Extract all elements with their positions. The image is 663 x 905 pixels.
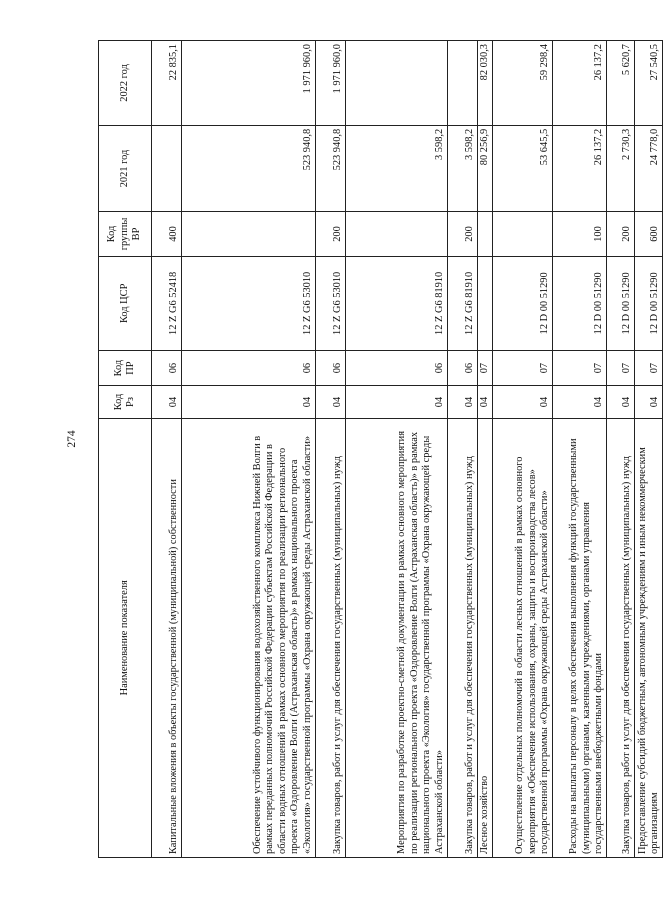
cell-name: Мероприятия по разработке проектно-сметной документации в рамках основного мероприятия по реализации регионального проекта «Оздоровление Волги (Астраханская область)» в рамках национального проекта «Экология» государственной программы «Охрана окружающей среды Астраханской области»	[346, 418, 448, 857]
cell-name: Обеспечение устойчивого функционирования водохозяйственного комплекса Нижней Волги в рамках переданных полномочий Российской Федерации субъектам Российской Федерации в области водных отношений в рамках основного мероприятия по реализации регионального проекта «Оздоровление Волги (Астраханская область)» в рамках национального проекта «Экология» государственной программы «Охрана окружающей среды Астраханской области»	[182, 418, 316, 857]
cell-y2021: 2 730,3	[607, 125, 635, 211]
cell-vr: 600	[635, 212, 663, 257]
budget-table	[98, 40, 663, 858]
cell-y2022: 59 298,4	[493, 41, 553, 126]
page-number: 274	[66, 430, 78, 448]
cell-vr	[493, 212, 553, 257]
cell-pr: 06	[152, 350, 182, 385]
cell-vr: 200	[316, 212, 346, 257]
cell-csr: 12 Z G6 52418	[152, 256, 182, 350]
cell-vr	[346, 212, 448, 257]
cell-name: Предоставление субсидий бюджетным, автономным учреждениям и иным некоммерческим организациям	[635, 418, 663, 857]
cell-y2022: 1 971 960,0	[316, 41, 346, 126]
cell-vr: 200	[607, 212, 635, 257]
cell-rz: 04	[493, 386, 553, 418]
cell-vr	[478, 212, 493, 257]
cell-csr: 12 D 00 51290	[607, 256, 635, 350]
cell-csr: 12 Z G6 53010	[182, 256, 316, 350]
cell-y2022: 26 137,2	[553, 41, 607, 126]
cell-csr: 12 Z G6 81910	[448, 256, 478, 350]
table-row	[346, 41, 448, 858]
cell-name: Закупка товаров, работ и услуг для обеспечения государственных (муниципальных) нужд	[607, 418, 635, 857]
cell-name: Лесное хозяйство	[478, 418, 493, 857]
cell-y2022: 1 971 960,0	[182, 41, 316, 126]
table-row	[448, 41, 478, 858]
cell-y2021: 53 645,5	[493, 125, 553, 211]
cell-pr: 06	[448, 350, 478, 385]
cell-csr: 12 Z G6 81910	[346, 256, 448, 350]
table-row	[553, 41, 607, 858]
header-rz: Код Рз	[99, 386, 152, 418]
cell-name: Закупка товаров, работ и услуг для обеспечения государственных (муниципальных) нужд	[448, 418, 478, 857]
cell-y2021: 26 137,2	[553, 125, 607, 211]
cell-pr: 07	[478, 350, 493, 385]
cell-y2022: 5 620,7	[607, 41, 635, 126]
table-row	[493, 41, 553, 858]
cell-rz: 04	[448, 386, 478, 418]
cell-vr: 200	[448, 212, 478, 257]
cell-pr: 07	[553, 350, 607, 385]
header-2022: 2022 год	[99, 41, 152, 126]
table-row	[607, 41, 635, 858]
cell-vr	[182, 212, 316, 257]
cell-y2021: 523 940,8	[316, 125, 346, 211]
cell-y2021: 3 598,2	[448, 125, 478, 211]
header-pr: Код ПР	[99, 350, 152, 385]
cell-rz: 04	[316, 386, 346, 418]
cell-y2022	[346, 41, 448, 126]
cell-vr: 100	[553, 212, 607, 257]
cell-rz: 04	[182, 386, 316, 418]
cell-name: Закупка товаров, работ и услуг для обеспечения государственных (муниципальных) нужд	[316, 418, 346, 857]
cell-vr: 400	[152, 212, 182, 257]
cell-y2021: 523 940,8	[182, 125, 316, 211]
cell-y2022: 22 835,1	[152, 41, 182, 126]
cell-csr: 12 D 00 51290	[493, 256, 553, 350]
cell-csr	[478, 256, 493, 350]
table-row	[478, 41, 493, 858]
cell-rz: 04	[607, 386, 635, 418]
cell-csr: 12 Z G6 53010	[316, 256, 346, 350]
cell-pr: 06	[316, 350, 346, 385]
table-row	[635, 41, 663, 858]
cell-y2021	[152, 125, 182, 211]
header-2021: 2021 год	[99, 125, 152, 211]
header-vr: Код группы ВР	[99, 212, 152, 257]
header-name: Наименование показателя	[99, 418, 152, 857]
cell-name: Капитальные вложения в объекты государственной (муниципальной) собственности	[152, 418, 182, 857]
header-csr: Код ЦСР	[99, 256, 152, 350]
cell-rz: 04	[635, 386, 663, 418]
cell-rz: 04	[553, 386, 607, 418]
cell-pr: 06	[182, 350, 316, 385]
cell-csr: 12 D 00 51290	[635, 256, 663, 350]
cell-rz: 04	[346, 386, 448, 418]
table-row	[182, 41, 316, 858]
cell-y2021: 24 778,0	[635, 125, 663, 211]
cell-pr: 06	[346, 350, 448, 385]
cell-y2021: 80 256,9	[478, 125, 493, 211]
cell-pr: 07	[635, 350, 663, 385]
cell-csr: 12 D 00 51290	[553, 256, 607, 350]
budget-table-container	[98, 40, 660, 858]
cell-y2022	[448, 41, 478, 126]
cell-pr: 07	[607, 350, 635, 385]
cell-name: Осуществление отдельных полномочий в области лесных отношений в рамках основного мероприятия «Обеспечение использования, охраны, защиты и воспроизводства лесов» государственной программы «Охрана окружающей среды Астраханской области»	[493, 418, 553, 857]
cell-pr: 07	[493, 350, 553, 385]
cell-name: Расходы на выплаты персоналу в целях обеспечения выполнения функций государственными (муниципальными) органами, казенными учреждениями, органами управления государственными внебюджетными фондами	[553, 418, 607, 857]
table-row	[316, 41, 346, 858]
cell-rz: 04	[478, 386, 493, 418]
cell-y2021: 3 598,2	[346, 125, 448, 211]
cell-y2022: 27 540,5	[635, 41, 663, 126]
cell-y2022: 82 030,3	[478, 41, 493, 126]
cell-rz: 04	[152, 386, 182, 418]
table-row	[152, 41, 182, 858]
table-header-row	[99, 41, 152, 858]
